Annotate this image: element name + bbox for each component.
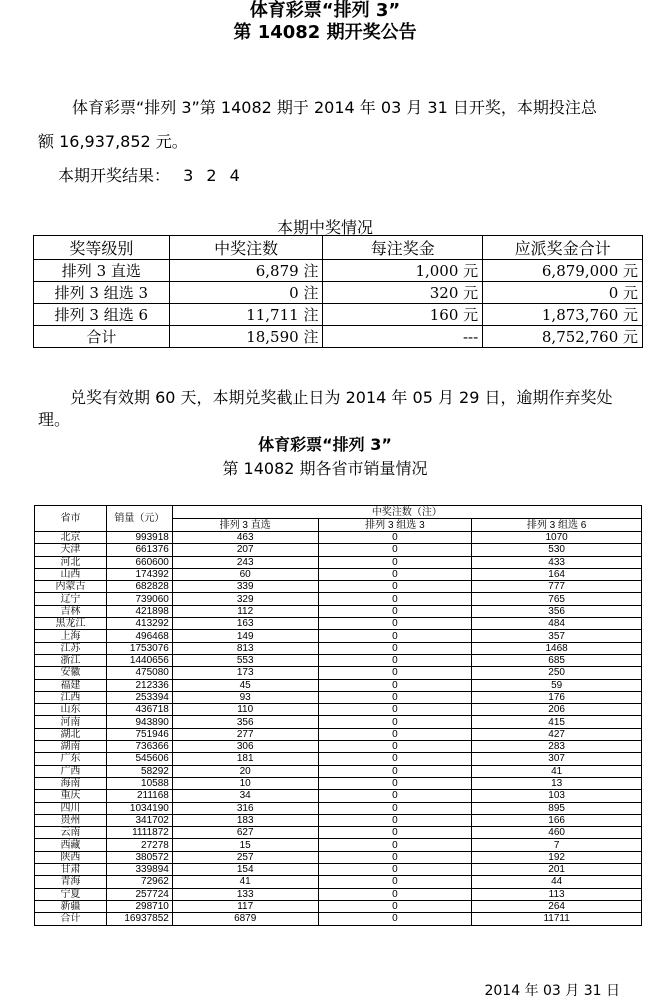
sales-cell: 吉林 (35, 605, 107, 617)
sales-cell: 207 (172, 544, 318, 556)
table-row (35, 900, 642, 912)
sales-cell: 0 (318, 802, 472, 814)
intro-line-2: 额 16,937,852 元。 (38, 132, 188, 151)
sales-cell: 0 (318, 704, 472, 716)
sales-cell: 黑龙江 (35, 618, 107, 630)
sales-cell: 661376 (106, 544, 172, 556)
prize-cell: --- (323, 326, 483, 348)
intro-line-1: 体育彩票“排列 3”第 14082 期于 2014 年 03 月 31 日开奖，本期投注总 (72, 98, 597, 117)
sales-cell: 813 (172, 642, 318, 654)
sales-cell: 307 (472, 753, 642, 765)
sales-cell: 0 (318, 642, 472, 654)
sales-cell: 7 (472, 839, 642, 851)
sales-cell: 13 (472, 777, 642, 789)
prize-cell: 1,873,760 元 (483, 304, 643, 326)
prize-cell: 320 元 (323, 282, 483, 304)
sales-header-col: 排列 3 直选 (172, 519, 318, 532)
sales-cell: 0 (318, 593, 472, 605)
sales-cell: 0 (318, 851, 472, 863)
table-row (35, 667, 642, 679)
sales-cell: 湖北 (35, 728, 107, 740)
table-row (35, 839, 642, 851)
prize-cell: 0 元 (483, 282, 643, 304)
sales-cell: 421898 (106, 605, 172, 617)
sales-cell: 0 (318, 728, 472, 740)
sales-cell: 0 (318, 827, 472, 839)
sales-subtitle: 第 14082 期各省市销量情况 (222, 459, 428, 478)
sales-cell: 0 (318, 814, 472, 826)
sales-cell: 海南 (35, 777, 107, 789)
sales-cell: 云南 (35, 827, 107, 839)
sales-cell: 11711 (472, 913, 642, 925)
prize-cell: 6,879,000 元 (483, 260, 643, 282)
sales-cell: 739060 (106, 593, 172, 605)
sales-cell: 41 (472, 765, 642, 777)
sales-cell: 496468 (106, 630, 172, 642)
table-row (35, 679, 642, 691)
sales-cell: 江西 (35, 691, 107, 703)
sales-cell: 736366 (106, 741, 172, 753)
sales-cell: 甘肃 (35, 864, 107, 876)
sales-cell: 10 (172, 777, 318, 789)
table-row (34, 260, 643, 282)
prize-cell: 排列 3 组选 3 (34, 282, 170, 304)
sales-cell: 44 (472, 876, 642, 888)
sales-cell: 59 (472, 679, 642, 691)
sales-cell: 460 (472, 827, 642, 839)
prize-cell: 160 元 (323, 304, 483, 326)
table-row (35, 741, 642, 753)
sales-cell: 103 (472, 790, 642, 802)
table-row (35, 790, 642, 802)
table-row (35, 581, 642, 593)
table-row (35, 864, 642, 876)
sales-cell: 江苏 (35, 642, 107, 654)
table-row (35, 704, 642, 716)
sales-cell: 0 (318, 741, 472, 753)
sales-cell: 10588 (106, 777, 172, 789)
sales-cell: 176 (472, 691, 642, 703)
prize-cell: 1,000 元 (323, 260, 483, 282)
table-row (35, 802, 642, 814)
table-row (35, 605, 642, 617)
table-row (35, 642, 642, 654)
prize-table (33, 235, 643, 348)
sales-cell: 20 (172, 765, 318, 777)
sales-cell: 181 (172, 753, 318, 765)
sales-cell: 0 (318, 900, 472, 912)
sales-cell: 1753076 (106, 642, 172, 654)
sales-cell: 6879 (172, 913, 318, 925)
sales-cell: 192 (472, 851, 642, 863)
sales-cell: 751946 (106, 728, 172, 740)
sales-cell: 110 (172, 704, 318, 716)
sales-cell: 宁夏 (35, 888, 107, 900)
sales-cell: 306 (172, 741, 318, 753)
sales-cell: 475080 (106, 667, 172, 679)
table-row (35, 851, 642, 863)
sales-cell: 0 (318, 544, 472, 556)
table-row (35, 556, 642, 568)
sales-cell: 湖南 (35, 741, 107, 753)
sales-cell: 149 (172, 630, 318, 642)
sales-cell: 93 (172, 691, 318, 703)
table-row (35, 716, 642, 728)
draw-result-label: 本期开奖结果： (58, 166, 171, 185)
table-row (35, 654, 642, 666)
table-row (35, 814, 642, 826)
sales-header-winners: 中奖注数（注） (172, 506, 641, 519)
sales-cell: 0 (318, 667, 472, 679)
sales-header-col: 排列 3 组选 6 (472, 519, 642, 532)
prize-cell: 0 注 (169, 282, 323, 304)
sales-cell: 993918 (106, 532, 172, 544)
sales-cell: 117 (172, 900, 318, 912)
sales-cell: 广东 (35, 753, 107, 765)
table-row (35, 728, 642, 740)
sales-cell: 211168 (106, 790, 172, 802)
prize-cell: 8,752,760 元 (483, 326, 643, 348)
sales-cell: 0 (318, 765, 472, 777)
prize-cell: 11,711 注 (169, 304, 323, 326)
sales-cell: 上海 (35, 630, 107, 642)
sales-cell: 山西 (35, 568, 107, 580)
sales-cell: 133 (172, 888, 318, 900)
prize-cell: 排列 3 组选 6 (34, 304, 170, 326)
prize-header-cell: 中奖注数 (169, 236, 323, 260)
draw-result-numbers: 3 2 4 (183, 166, 244, 185)
sales-cell: 0 (318, 913, 472, 925)
sales-cell: 新疆 (35, 900, 107, 912)
sales-cell: 0 (318, 654, 472, 666)
table-row (35, 544, 642, 556)
sales-cell: 341702 (106, 814, 172, 826)
sales-cell: 1070 (472, 532, 642, 544)
sales-cell: 484 (472, 618, 642, 630)
sales-cell: 合计 (35, 913, 107, 925)
sales-table (34, 505, 642, 926)
sales-cell: 安徽 (35, 667, 107, 679)
sales-cell: 627 (172, 827, 318, 839)
sales-header-province: 省市 (35, 506, 107, 532)
sales-cell: 山东 (35, 704, 107, 716)
sales-cell: 685 (472, 654, 642, 666)
sales-cell: 415 (472, 716, 642, 728)
table-row (35, 827, 642, 839)
sales-cell: 277 (172, 728, 318, 740)
footer-date: 2014 年 03 月 31 日 (484, 983, 620, 999)
sales-cell: 339 (172, 581, 318, 593)
sales-cell: 0 (318, 753, 472, 765)
sales-cell: 0 (318, 618, 472, 630)
sales-cell: 0 (318, 556, 472, 568)
notice-line-1: 兑奖有效期 60 天，本期兑奖截止日为 2014 年 05 月 29 日，逾期作弃奖处 (70, 388, 613, 407)
sales-cell: 0 (318, 691, 472, 703)
sales-cell: 0 (318, 716, 472, 728)
page-subtitle: 第 14082 期开奖公告 (233, 22, 417, 43)
sales-cell: 113 (472, 888, 642, 900)
prize-cell: 6,879 注 (169, 260, 323, 282)
sales-cell: 0 (318, 888, 472, 900)
table-row (35, 691, 642, 703)
sales-cell: 212336 (106, 679, 172, 691)
sales-cell: 298710 (106, 900, 172, 912)
sales-cell: 112 (172, 605, 318, 617)
prize-cell: 排列 3 直选 (34, 260, 170, 282)
sales-cell: 174392 (106, 568, 172, 580)
sales-cell: 682828 (106, 581, 172, 593)
sales-cell: 16937852 (106, 913, 172, 925)
sales-cell: 660600 (106, 556, 172, 568)
sales-cell: 243 (172, 556, 318, 568)
table-row (35, 630, 642, 642)
sales-header-row (35, 506, 642, 519)
sales-cell: 173 (172, 667, 318, 679)
table-row (34, 304, 643, 326)
sales-cell: 27278 (106, 839, 172, 851)
sales-cell: 0 (318, 581, 472, 593)
sales-cell: 贵州 (35, 814, 107, 826)
page-title: 体育彩票“排列 3” (249, 0, 401, 21)
sales-cell: 0 (318, 630, 472, 642)
table-row (35, 765, 642, 777)
sales-cell: 广西 (35, 765, 107, 777)
sales-cell: 河北 (35, 556, 107, 568)
prize-header-cell: 应派奖金合计 (483, 236, 643, 260)
sales-cell: 895 (472, 802, 642, 814)
table-row (35, 777, 642, 789)
sales-cell: 166 (472, 814, 642, 826)
notice-line-2: 理。 (38, 410, 71, 429)
sales-cell: 重庆 (35, 790, 107, 802)
prize-header-cell: 奖等级别 (34, 236, 170, 260)
prize-cell: 合计 (34, 326, 170, 348)
sales-cell: 339894 (106, 864, 172, 876)
sales-cell: 357 (472, 630, 642, 642)
sales-cell: 413292 (106, 618, 172, 630)
prize-table-header-row (34, 236, 643, 260)
sales-cell: 内蒙古 (35, 581, 107, 593)
sales-cell: 163 (172, 618, 318, 630)
sales-cell: 西藏 (35, 839, 107, 851)
sales-cell: 257 (172, 851, 318, 863)
sales-cell: 257724 (106, 888, 172, 900)
sales-cell: 0 (318, 605, 472, 617)
sales-cell: 329 (172, 593, 318, 605)
sales-cell: 72962 (106, 876, 172, 888)
sales-cell: 青海 (35, 876, 107, 888)
sales-cell: 765 (472, 593, 642, 605)
sales-cell: 1468 (472, 642, 642, 654)
sales-cell: 58292 (106, 765, 172, 777)
table-row (35, 568, 642, 580)
prize-table-caption: 本期中奖情况 (276, 218, 373, 237)
sales-cell: 201 (472, 864, 642, 876)
table-row (35, 618, 642, 630)
sales-cell: 北京 (35, 532, 107, 544)
sales-cell: 0 (318, 790, 472, 802)
sales-cell: 427 (472, 728, 642, 740)
sales-cell: 0 (318, 679, 472, 691)
sales-cell: 356 (472, 605, 642, 617)
sales-cell: 206 (472, 704, 642, 716)
sales-cell: 530 (472, 544, 642, 556)
sales-cell: 45 (172, 679, 318, 691)
sales-cell: 1440656 (106, 654, 172, 666)
sales-cell: 253394 (106, 691, 172, 703)
sales-cell: 380572 (106, 851, 172, 863)
sales-cell: 283 (472, 741, 642, 753)
table-row (35, 532, 642, 544)
table-row (34, 326, 643, 348)
sales-cell: 四川 (35, 802, 107, 814)
sales-cell: 1111872 (106, 827, 172, 839)
sales-cell: 0 (318, 532, 472, 544)
sales-cell: 356 (172, 716, 318, 728)
sales-cell: 15 (172, 839, 318, 851)
sales-cell: 553 (172, 654, 318, 666)
sales-cell: 34 (172, 790, 318, 802)
sales-cell: 154 (172, 864, 318, 876)
sales-cell: 436718 (106, 704, 172, 716)
sales-cell: 264 (472, 900, 642, 912)
sales-cell: 433 (472, 556, 642, 568)
sales-cell: 浙江 (35, 654, 107, 666)
sales-title: 体育彩票“排列 3” (258, 435, 392, 454)
sales-cell: 250 (472, 667, 642, 679)
table-row (35, 593, 642, 605)
sales-cell: 0 (318, 568, 472, 580)
sales-header-amount: 销量（元） (106, 506, 172, 532)
sales-cell: 316 (172, 802, 318, 814)
table-row (34, 282, 643, 304)
sales-cell: 辽宁 (35, 593, 107, 605)
table-row (35, 876, 642, 888)
table-row (35, 913, 642, 925)
sales-cell: 164 (472, 568, 642, 580)
prize-header-cell: 每注奖金 (323, 236, 483, 260)
sales-cell: 545606 (106, 753, 172, 765)
sales-cell: 183 (172, 814, 318, 826)
table-row (35, 888, 642, 900)
table-row (35, 753, 642, 765)
prize-cell: 18,590 注 (169, 326, 323, 348)
sales-cell: 1034190 (106, 802, 172, 814)
sales-cell: 福建 (35, 679, 107, 691)
sales-cell: 河南 (35, 716, 107, 728)
sales-cell: 41 (172, 876, 318, 888)
sales-cell: 0 (318, 777, 472, 789)
sales-cell: 943890 (106, 716, 172, 728)
sales-cell: 60 (172, 568, 318, 580)
sales-cell: 0 (318, 876, 472, 888)
sales-cell: 陕西 (35, 851, 107, 863)
draw-result (58, 166, 244, 186)
sales-cell: 天津 (35, 544, 107, 556)
sales-cell: 463 (172, 532, 318, 544)
sales-cell: 777 (472, 581, 642, 593)
sales-cell: 0 (318, 864, 472, 876)
sales-cell: 0 (318, 839, 472, 851)
sales-header-col: 排列 3 组选 3 (318, 519, 472, 532)
